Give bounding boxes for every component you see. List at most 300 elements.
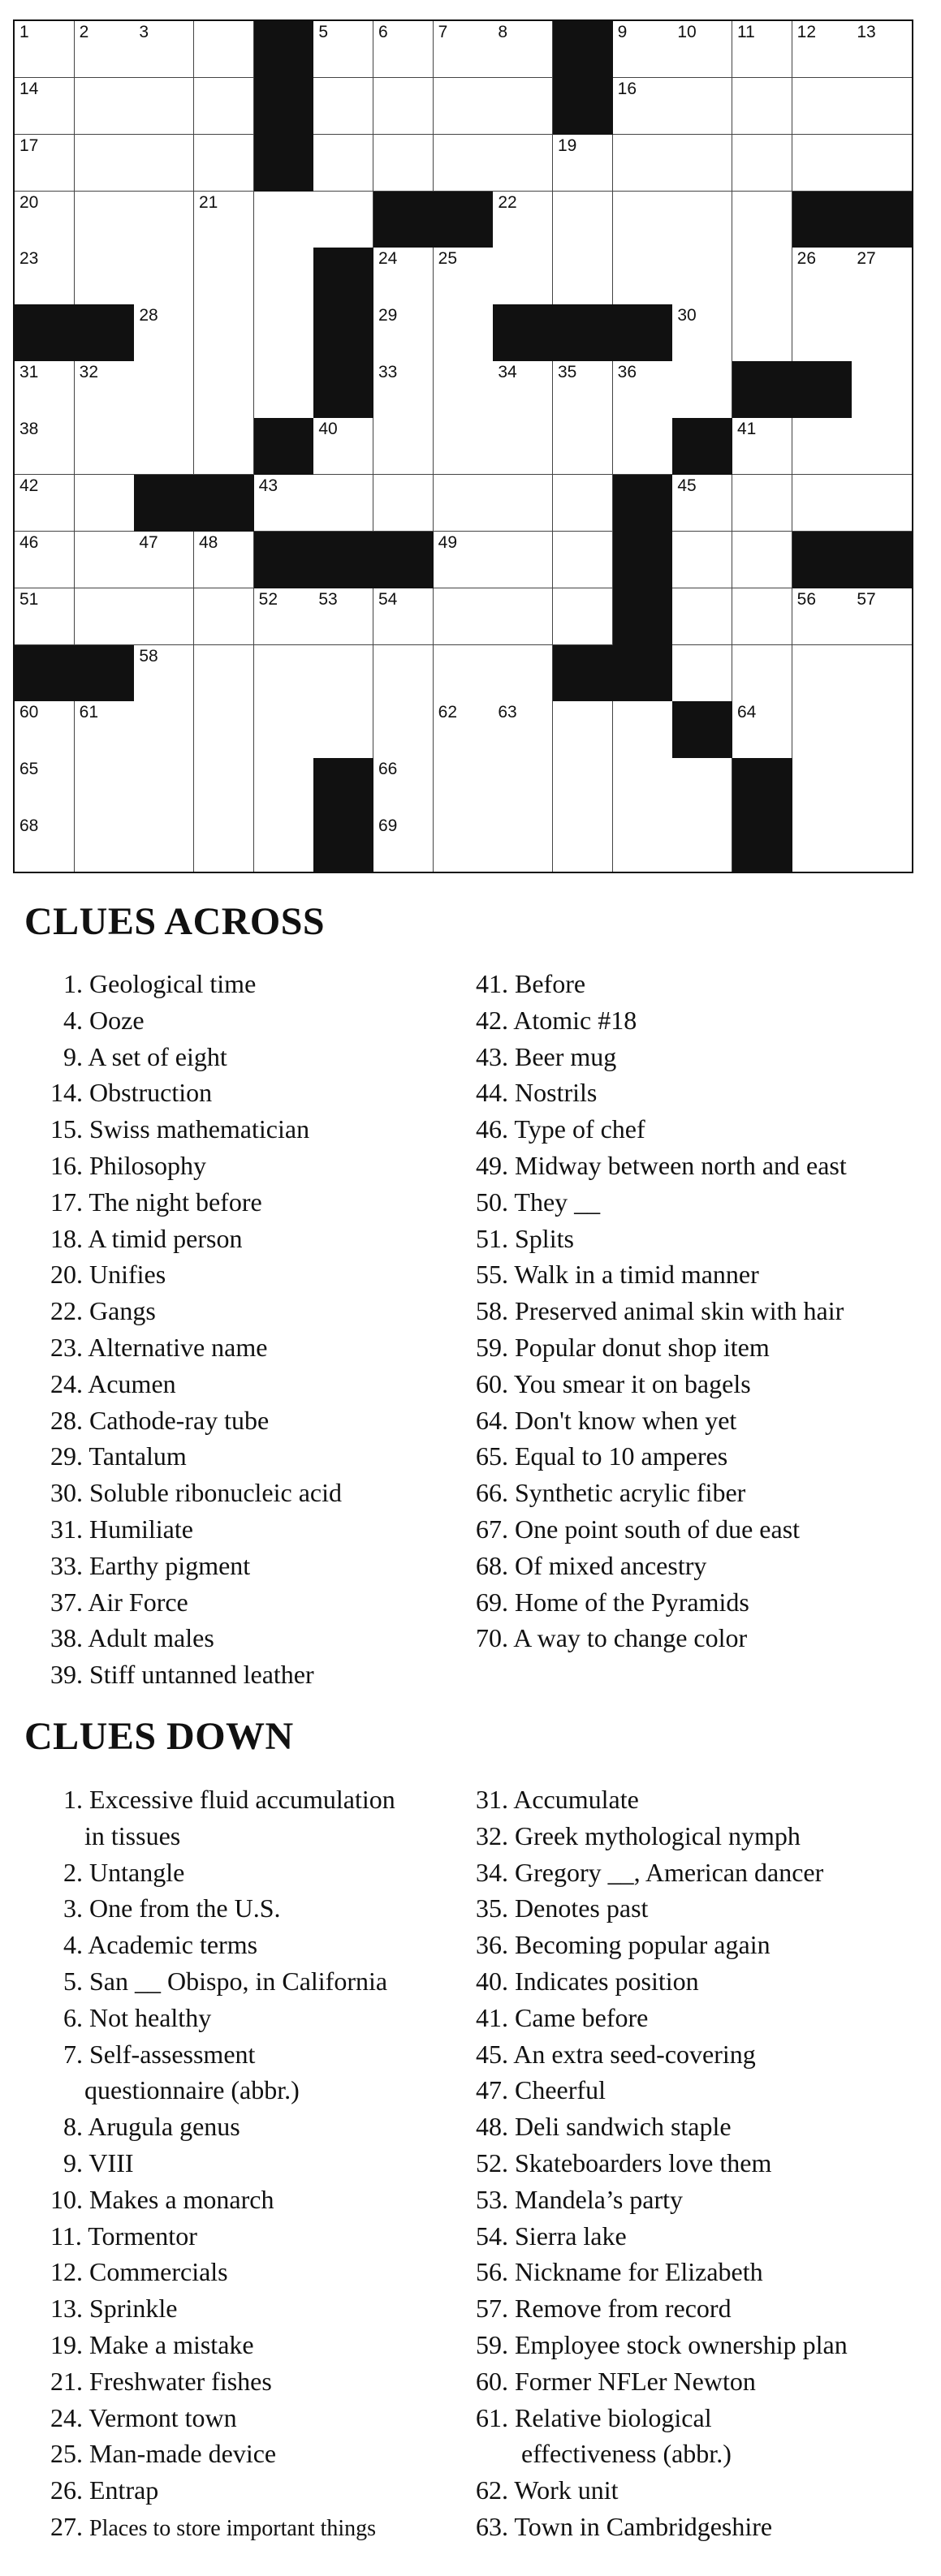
grid-cell[interactable]: [792, 588, 853, 645]
clue-text: Not healthy: [89, 2002, 212, 2032]
grid-cell[interactable]: [613, 815, 673, 872]
clue-item: [476, 1111, 914, 1148]
grid-cell[interactable]: [373, 361, 434, 418]
clue-item: [476, 1366, 914, 1402]
clue-text: Man-made device: [89, 2439, 277, 2469]
grid-cell[interactable]: [732, 78, 792, 135]
grid-cell[interactable]: [434, 815, 494, 872]
grid-cell[interactable]: [373, 78, 434, 135]
grid-cell[interactable]: [313, 475, 373, 532]
clue-item: [50, 1221, 489, 1257]
clue-number: 68: [19, 816, 39, 836]
clue-number: 19.: [50, 2329, 83, 2359]
grid-cell[interactable]: [194, 815, 254, 872]
grid-cell[interactable]: [732, 475, 792, 532]
grid-cell[interactable]: [254, 588, 314, 645]
clue-number: 65.: [476, 1441, 508, 1471]
grid-cell[interactable]: [792, 758, 853, 815]
clue-number: 53.: [476, 2184, 508, 2214]
grid-cell[interactable]: [434, 475, 494, 532]
grid-cell[interactable]: [852, 21, 912, 78]
clue-number: 31: [19, 363, 39, 382]
grid-cell[interactable]: [194, 304, 254, 361]
clue-item: [50, 2000, 489, 2036]
clue-item: [50, 2436, 489, 2472]
clue-item: [50, 1438, 489, 1475]
grid-cell[interactable]: [194, 758, 254, 815]
clue-item: [50, 2182, 489, 2218]
grid-cell[interactable]: [75, 248, 135, 304]
clue-item: [50, 1039, 489, 1075]
grid-cell[interactable]: [672, 135, 732, 192]
grid-cell[interactable]: [553, 135, 613, 192]
clue-text: Popular donut shop item: [515, 1332, 770, 1362]
grid-cell[interactable]: [852, 758, 912, 815]
grid-cell[interactable]: [15, 78, 75, 135]
clue-number: 4.: [63, 1005, 83, 1035]
grid-cell[interactable]: [194, 588, 254, 645]
clue-number: 62: [438, 703, 458, 722]
clue-number: 38: [19, 420, 39, 439]
grid-cell[interactable]: [672, 192, 732, 248]
grid-cell[interactable]: [792, 475, 853, 532]
clue-number: 6: [378, 23, 388, 41]
clue-item: [50, 2109, 489, 2145]
grid-cell[interactable]: [434, 78, 494, 135]
grid-cell[interactable]: [15, 701, 75, 758]
clue-number: 59.: [476, 2329, 508, 2359]
grid-cell[interactable]: [194, 248, 254, 304]
clue-text: Home of the Pyramids: [515, 1587, 749, 1617]
black-square: [732, 815, 792, 872]
grid-cell[interactable]: [493, 78, 553, 135]
grid-cell[interactable]: [134, 645, 194, 702]
grid-cell[interactable]: [852, 361, 912, 418]
clue-item: [50, 2036, 489, 2109]
grid-cell[interactable]: [792, 248, 853, 304]
grid-cell[interactable]: [15, 588, 75, 645]
grid-cell[interactable]: [792, 78, 853, 135]
grid-cell[interactable]: [75, 361, 135, 418]
grid-cell[interactable]: [194, 78, 254, 135]
grid-cell[interactable]: [194, 645, 254, 702]
clue-number: 52.: [476, 2147, 508, 2178]
clue-item: [50, 1963, 489, 2000]
grid-cell[interactable]: [15, 758, 75, 815]
grid-cell[interactable]: [15, 192, 75, 248]
grid-cell[interactable]: [434, 532, 494, 588]
grid-cell[interactable]: [613, 418, 673, 475]
grid-cell[interactable]: [493, 361, 553, 418]
grid-cell[interactable]: [553, 532, 613, 588]
grid-cell[interactable]: [613, 192, 673, 248]
grid-cell[interactable]: [672, 248, 732, 304]
grid-cell[interactable]: [553, 192, 613, 248]
black-square: [313, 758, 373, 815]
clue-number: 43.: [476, 1041, 508, 1071]
clue-number: 14: [19, 79, 39, 98]
grid-cell[interactable]: [15, 815, 75, 872]
clue-number: 56: [796, 589, 817, 609]
grid-cell[interactable]: [15, 475, 75, 532]
grid-cell[interactable]: [672, 304, 732, 361]
grid-cell[interactable]: [553, 701, 613, 758]
grid-cell[interactable]: [852, 418, 912, 475]
grid-cell[interactable]: [852, 475, 912, 532]
clue-item: [50, 1184, 489, 1221]
grid-cell[interactable]: [75, 418, 135, 475]
black-square: [254, 21, 314, 78]
clue-number: 12.: [50, 2257, 83, 2287]
grid-cell[interactable]: [493, 758, 553, 815]
grid-cell[interactable]: [134, 532, 194, 588]
clue-text: Places to store important things: [89, 2515, 377, 2541]
clue-item: [476, 2182, 914, 2218]
clue-text: Don't know when yet: [515, 1405, 737, 1435]
grid-cell[interactable]: [852, 645, 912, 702]
black-square: [15, 304, 75, 361]
clue-number: 9.: [63, 2147, 83, 2178]
grid-cell[interactable]: [373, 248, 434, 304]
clue-number: 11: [737, 23, 755, 41]
grid-cell[interactable]: [373, 304, 434, 361]
clue-item: [50, 1402, 489, 1439]
grid-cell[interactable]: [434, 135, 494, 192]
clue-text: Equal to 10 amperes: [515, 1441, 728, 1471]
grid-cell[interactable]: [672, 475, 732, 532]
clue-number: 49: [438, 532, 458, 552]
grid-cell[interactable]: [493, 532, 553, 588]
clue-text: San __ Obispo, in California: [89, 1966, 388, 1996]
grid-cell[interactable]: [553, 815, 613, 872]
grid-cell[interactable]: [313, 21, 373, 78]
clue-item: [476, 2290, 914, 2327]
clue-number: 12: [796, 23, 817, 41]
grid-cell[interactable]: [373, 815, 434, 872]
grid-cell[interactable]: [373, 588, 434, 645]
grid-cell[interactable]: [672, 78, 732, 135]
clue-item: [476, 1927, 914, 1963]
clue-text: Academic terms: [88, 1930, 258, 1960]
grid-cell[interactable]: [792, 815, 853, 872]
grid-cell[interactable]: [553, 588, 613, 645]
grid-cell[interactable]: [313, 192, 373, 248]
grid-cell[interactable]: [134, 418, 194, 475]
grid-cell[interactable]: [75, 815, 135, 872]
clue-text: Self-assessment: [89, 2039, 256, 2069]
grid-cell[interactable]: [553, 475, 613, 532]
clue-text: Tormentor: [88, 2221, 197, 2251]
grid-cell[interactable]: [194, 135, 254, 192]
grid-cell[interactable]: [672, 532, 732, 588]
grid-cell[interactable]: [373, 418, 434, 475]
grid-cell[interactable]: [15, 418, 75, 475]
black-square: [672, 418, 732, 475]
grid-cell[interactable]: [852, 135, 912, 192]
grid-cell[interactable]: [313, 78, 373, 135]
grid-cell[interactable]: [792, 645, 853, 702]
clue-item: [476, 1854, 914, 1891]
grid-cell[interactable]: [434, 701, 494, 758]
clue-text: Former NFLer Newton: [515, 2366, 756, 2396]
grid-cell[interactable]: [732, 532, 792, 588]
grid-cell[interactable]: [493, 701, 553, 758]
clue-text: A set of eight: [88, 1041, 227, 1071]
grid-cell[interactable]: [254, 304, 314, 361]
grid-cell[interactable]: [852, 701, 912, 758]
grid-cell[interactable]: [15, 361, 75, 418]
grid-cell[interactable]: [493, 815, 553, 872]
grid-cell[interactable]: [373, 475, 434, 532]
clue-item: [476, 1329, 914, 1366]
clue-number: 42.: [476, 1005, 508, 1035]
clue-item: [476, 1620, 914, 1656]
grid-cell[interactable]: [194, 701, 254, 758]
grid-cell[interactable]: [732, 645, 792, 702]
grid-cell[interactable]: [194, 532, 254, 588]
grid-cell[interactable]: [15, 21, 75, 78]
clue-text: Relative biological: [515, 2402, 712, 2432]
clue-text: One point south of due east: [515, 1514, 801, 1544]
grid-cell[interactable]: [672, 21, 732, 78]
clue-text: Walk in a timid manner: [514, 1260, 759, 1290]
grid-cell[interactable]: [852, 588, 912, 645]
clue-text: Indicates position: [515, 1966, 699, 1996]
grid-cell[interactable]: [194, 418, 254, 475]
grid-cell[interactable]: [134, 78, 194, 135]
grid-cell[interactable]: [134, 304, 194, 361]
grid-cell[interactable]: [613, 248, 673, 304]
clue-item: [476, 1184, 914, 1221]
grid-cell[interactable]: [672, 645, 732, 702]
grid-cell[interactable]: [493, 192, 553, 248]
grid-cell[interactable]: [75, 192, 135, 248]
clue-number: 28.: [50, 1405, 83, 1435]
grid-cell[interactable]: [553, 361, 613, 418]
clue-text: Came before: [515, 2002, 649, 2032]
grid-cell[interactable]: [254, 192, 314, 248]
grid-cell[interactable]: [254, 815, 314, 872]
clue-item: [476, 2363, 914, 2400]
clue-number: 60.: [476, 2366, 508, 2396]
grid-cell[interactable]: [373, 135, 434, 192]
grid-cell[interactable]: [194, 192, 254, 248]
black-square: [553, 645, 613, 702]
clue-number: 14.: [50, 1078, 83, 1108]
grid-cell[interactable]: [434, 361, 494, 418]
grid-cell[interactable]: [254, 645, 314, 702]
grid-cell[interactable]: [732, 701, 792, 758]
clue-text: Work unit: [514, 2475, 619, 2505]
grid-cell[interactable]: [134, 21, 194, 78]
grid-cell[interactable]: [75, 78, 135, 135]
grid-cell[interactable]: [134, 588, 194, 645]
grid-cell[interactable]: [194, 361, 254, 418]
grid-cell[interactable]: [254, 475, 314, 532]
grid-cell[interactable]: [194, 21, 254, 78]
black-square: [313, 248, 373, 304]
grid-cell[interactable]: [434, 248, 494, 304]
clue-number: 68.: [476, 1550, 508, 1580]
grid-cell[interactable]: [732, 192, 792, 248]
clue-item: [476, 1221, 914, 1257]
grid-cell[interactable]: [792, 21, 853, 78]
clue-text: Untangle: [89, 1857, 185, 1887]
clue-item: [476, 2254, 914, 2290]
grid-cell[interactable]: [75, 135, 135, 192]
grid-cell[interactable]: [732, 418, 792, 475]
grid-cell[interactable]: [434, 21, 494, 78]
clue-text: Remove from record: [515, 2294, 732, 2324]
clue-number: 63.: [476, 2511, 508, 2541]
clue-number: 32: [79, 363, 99, 382]
grid-cell[interactable]: [134, 701, 194, 758]
grid-cell[interactable]: [553, 418, 613, 475]
clue-item: [476, 1402, 914, 1439]
grid-cell[interactable]: [313, 418, 373, 475]
grid-cell[interactable]: [75, 701, 135, 758]
grid-cell[interactable]: [493, 588, 553, 645]
grid-cell[interactable]: [493, 418, 553, 475]
across-clues-right-column: [476, 966, 914, 1656]
black-square: [852, 192, 912, 248]
clue-number: 9: [617, 23, 628, 41]
grid-cell[interactable]: [373, 21, 434, 78]
clue-text: Philosophy: [89, 1150, 207, 1180]
clue-number: 33: [378, 363, 398, 382]
grid-cell[interactable]: [75, 758, 135, 815]
black-square: [373, 532, 434, 588]
grid-cell[interactable]: [493, 135, 553, 192]
clue-text: A timid person: [88, 1223, 243, 1253]
grid-cell[interactable]: [134, 135, 194, 192]
grid-cell[interactable]: [672, 815, 732, 872]
grid-cell[interactable]: [313, 588, 373, 645]
grid-cell[interactable]: [732, 588, 792, 645]
grid-cell[interactable]: [134, 815, 194, 872]
grid-cell[interactable]: [134, 361, 194, 418]
clue-number: 66.: [476, 1478, 508, 1508]
grid-cell[interactable]: [732, 21, 792, 78]
clue-number: 31.: [476, 1785, 508, 1814]
black-square: [553, 304, 613, 361]
clue-number: 25: [438, 249, 458, 269]
grid-cell[interactable]: [792, 701, 853, 758]
grid-cell[interactable]: [732, 248, 792, 304]
clue-number: 16.: [50, 1150, 83, 1180]
grid-cell[interactable]: [852, 248, 912, 304]
grid-cell[interactable]: [373, 645, 434, 702]
grid-cell[interactable]: [613, 361, 673, 418]
black-square: [852, 532, 912, 588]
grid-cell[interactable]: [493, 645, 553, 702]
grid-cell[interactable]: [434, 588, 494, 645]
clue-item: [476, 2036, 914, 2073]
grid-cell[interactable]: [15, 135, 75, 192]
crossword-grid: [13, 19, 913, 873]
grid-cell[interactable]: [254, 361, 314, 418]
grid-cell[interactable]: [613, 758, 673, 815]
grid-cell[interactable]: [373, 701, 434, 758]
clue-text: Acumen: [88, 1368, 176, 1398]
grid-cell[interactable]: [313, 645, 373, 702]
clue-text: Excessive fluid accumulation: [89, 1785, 395, 1814]
clue-text-continued: in tissues: [84, 1820, 181, 1850]
grid-cell[interactable]: [134, 248, 194, 304]
clue-number: 22.: [50, 1296, 83, 1326]
clue-text: VIII: [88, 2147, 134, 2178]
grid-cell[interactable]: [613, 21, 673, 78]
grid-cell[interactable]: [852, 304, 912, 361]
grid-cell[interactable]: [672, 361, 732, 418]
clue-item: [50, 1475, 489, 1511]
clue-text: Entrap: [89, 2475, 159, 2505]
grid-cell[interactable]: [852, 78, 912, 135]
grid-cell[interactable]: [672, 758, 732, 815]
black-square: [134, 475, 194, 532]
clue-item: [50, 966, 489, 1002]
grid-cell[interactable]: [134, 758, 194, 815]
grid-cell[interactable]: [553, 758, 613, 815]
grid-cell[interactable]: [732, 135, 792, 192]
clue-item: [476, 1256, 914, 1293]
grid-cell[interactable]: [434, 758, 494, 815]
clue-item: [50, 1927, 489, 1963]
grid-cell[interactable]: [613, 78, 673, 135]
clue-text: Cathode-ray tube: [89, 1405, 270, 1435]
grid-cell[interactable]: [613, 701, 673, 758]
clue-number: 10.: [50, 2184, 83, 2214]
grid-cell[interactable]: [254, 248, 314, 304]
grid-cell[interactable]: [75, 532, 135, 588]
grid-cell[interactable]: [75, 475, 135, 532]
clue-number: 67.: [476, 1514, 508, 1544]
grid-cell[interactable]: [313, 701, 373, 758]
grid-cell[interactable]: [254, 701, 314, 758]
black-square: [313, 304, 373, 361]
grid-cell[interactable]: [792, 304, 853, 361]
grid-cell[interactable]: [313, 135, 373, 192]
clue-number: 30: [677, 306, 697, 325]
clue-number: 40: [318, 420, 338, 439]
grid-cell[interactable]: [553, 248, 613, 304]
grid-cell[interactable]: [434, 645, 494, 702]
clue-text: Mandela’s party: [515, 2184, 684, 2214]
grid-cell[interactable]: [613, 135, 673, 192]
grid-cell[interactable]: [792, 135, 853, 192]
grid-cell[interactable]: [493, 21, 553, 78]
grid-cell[interactable]: [15, 248, 75, 304]
black-square: [553, 21, 613, 78]
clue-number: 21: [199, 192, 218, 212]
grid-cell[interactable]: [75, 588, 135, 645]
grid-cell[interactable]: [493, 475, 553, 532]
grid-cell[interactable]: [852, 815, 912, 872]
grid-cell[interactable]: [672, 588, 732, 645]
grid-cell[interactable]: [434, 304, 494, 361]
grid-cell[interactable]: [254, 758, 314, 815]
grid-cell[interactable]: [134, 192, 194, 248]
grid-cell[interactable]: [792, 418, 853, 475]
grid-cell[interactable]: [75, 21, 135, 78]
grid-cell[interactable]: [15, 532, 75, 588]
grid-cell[interactable]: [732, 304, 792, 361]
grid-cell[interactable]: [434, 418, 494, 475]
clue-number: 13: [857, 23, 876, 41]
black-square: [613, 532, 673, 588]
grid-cell[interactable]: [493, 248, 553, 304]
grid-cell[interactable]: [373, 758, 434, 815]
